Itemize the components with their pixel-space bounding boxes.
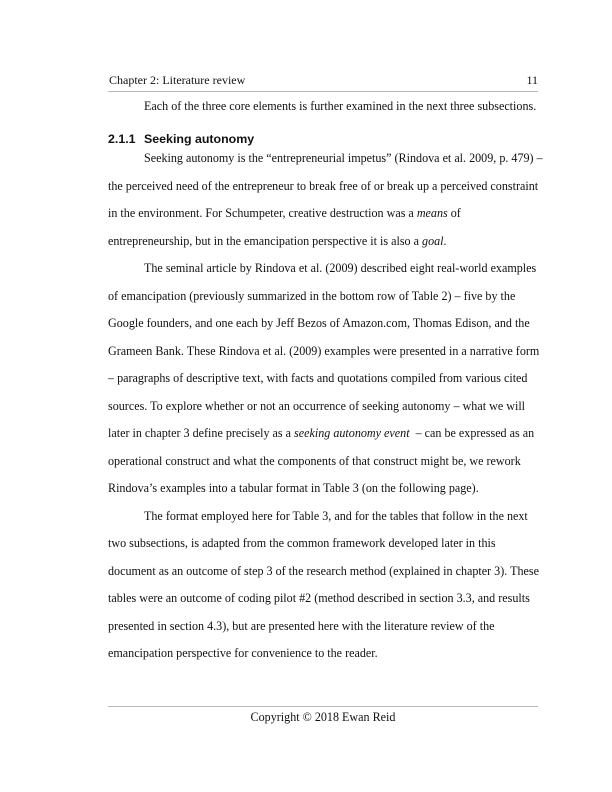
text-line: operational construct and what the components of that construct might be, we rework: [108, 454, 521, 468]
text-line: document as an outcome of step 3 of the research method (explained in chapter 3). These: [108, 564, 539, 578]
section-heading: [108, 131, 254, 147]
copyright-footer: Copyright © 2018 Ewan Reid: [250, 710, 396, 724]
text-run: of: [447, 206, 461, 220]
header-rule: [108, 91, 538, 92]
text-line: The seminal article by Rindova et al. (2009) described eight real-world examples: [144, 261, 537, 275]
text-line: [108, 233, 540, 249]
text-run: – can be expressed as an: [409, 426, 535, 440]
text-line: Seeking autonomy is the “entrepreneurial impetus” (Rindova et al. 2009, p. 479) –: [144, 151, 543, 165]
emphasis: goal: [422, 234, 444, 248]
text-line: – paragraphs of descriptive text, with facts and quotations compiled from various cited: [108, 371, 528, 385]
section-title: Seeking autonomy: [144, 132, 255, 146]
text-line: [108, 425, 540, 441]
text-line: presented in section 4.3), but are presented here with the literature review of the: [108, 619, 495, 633]
text-line: emancipation perspective for convenience to the reader.: [108, 646, 378, 660]
page-number: 11: [526, 73, 538, 87]
emphasis: means: [416, 206, 448, 220]
text-line: sources. To explore whether or not an occurrence of seeking autonomy – what we will: [108, 399, 526, 413]
emphasis: seeking autonomy event: [294, 426, 410, 440]
footer-rule: [108, 706, 538, 707]
text-run: in the environment. For Schumpeter, creative destruction was a: [108, 206, 417, 220]
text-line: the perceived need of the entrepreneur to break free of or break up a perceived constraint: [108, 179, 539, 193]
text-line: two subsections, is adapted from the common framework developed later in this: [108, 536, 496, 550]
text-line: Rindova’s examples into a tabular format in Table 3 (on the following page).: [108, 481, 479, 495]
text-line: Google founders, and one each by Jeff Bezos of Amazon.com, Thomas Edison, and the: [108, 316, 530, 330]
intro-line: Each of the three core elements is further examined in the next three subsections.: [144, 99, 537, 113]
text-run: entrepreneurship, but in the emancipation perspective it is also a: [108, 234, 423, 248]
text-line: [108, 205, 540, 221]
section-number: 2.1.1: [108, 132, 136, 146]
text-run: later in chapter 3 define precisely as a: [108, 426, 295, 440]
text-run: .: [443, 234, 447, 248]
text-line: of emancipation (previously summarized in the bottom row of Table 2) – five by the: [108, 289, 516, 303]
text-line: Grameen Bank. These Rindova et al. (2009) examples were presented in a narrative form: [108, 344, 540, 358]
chapter-title: Chapter 2: Literature review: [109, 73, 246, 87]
running-header: [108, 72, 538, 90]
text-line: The format employed here for Table 3, and for the tables that follow in the next: [144, 509, 528, 523]
text-line: tables were an outcome of coding pilot #2 (method described in section 3.3, and results: [108, 591, 530, 605]
